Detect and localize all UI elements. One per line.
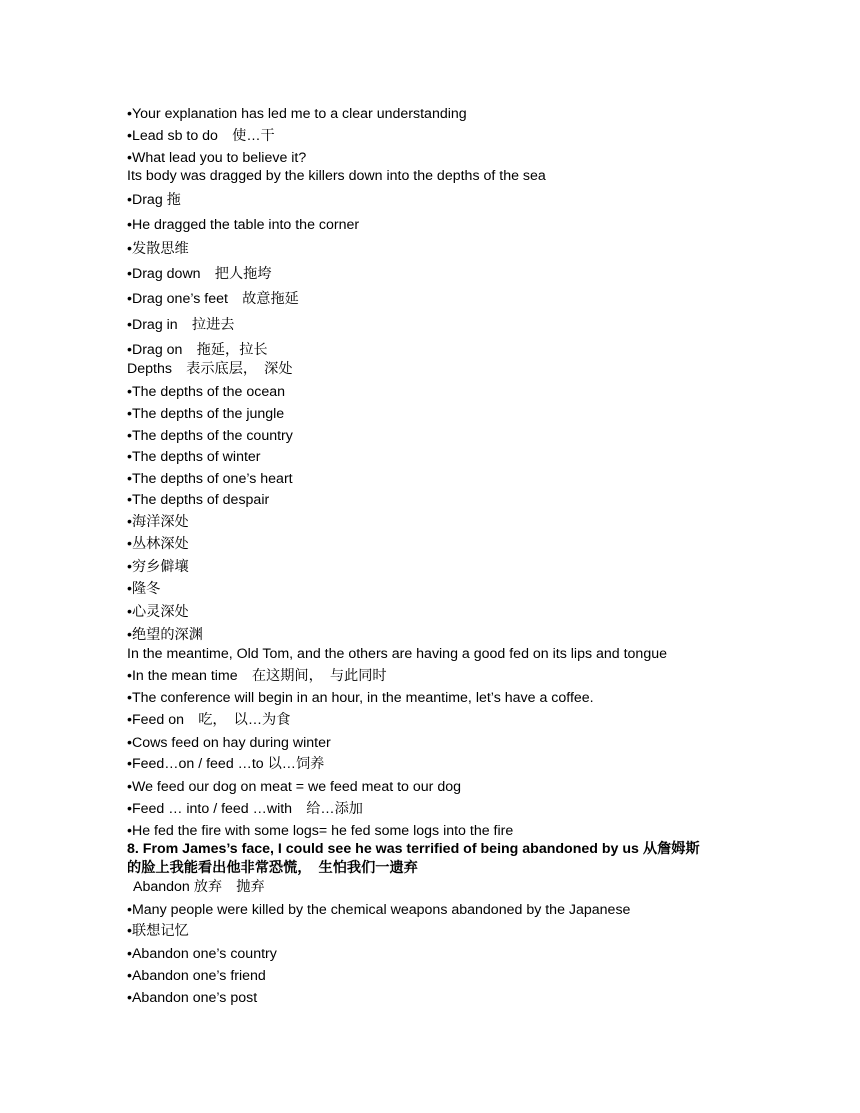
text-line: •Abandon one’s friend <box>127 968 266 984</box>
text-line: 的脸上我能看出他非常恐慌， 生怕我们一遗弃 <box>127 860 418 876</box>
text-line: •He fed the fire with some logs= he fed some logs into the fire <box>127 823 514 839</box>
text-line: •The depths of winter <box>127 449 261 465</box>
text-line: •绝望的深渊 <box>127 627 203 643</box>
text-line: •He dragged the table into the corner <box>127 217 360 233</box>
text-line: •Your explanation has led me to a clear understanding <box>127 106 467 122</box>
text-line: •Abandon one’s country <box>127 946 277 962</box>
text-line: •Feed on 吃， 以…为食 <box>127 712 291 728</box>
text-line: •Drag one’s feet 故意拖延 <box>127 291 299 307</box>
text-line: •The conference will begin in an hour, in the meantime, let’s have a coffee. <box>127 690 594 706</box>
text-line: •Drag on 拖延，拉长 <box>127 342 268 358</box>
text-line: •The depths of the country <box>127 428 293 444</box>
text-line: •Abandon one’s post <box>127 990 258 1006</box>
text-line: Abandon 放弃 抛弃 <box>133 879 265 895</box>
text-line: •联想记忆 <box>127 923 189 939</box>
text-line: •Drag in 拉进去 <box>127 317 235 333</box>
text-line: Its body was dragged by the killers down into the depths of the sea <box>127 168 546 184</box>
text-line: 8. From James’s face, I could see he was terrified of being abandoned by us 从詹姆斯 <box>127 841 700 857</box>
text-line: •丛林深处 <box>127 536 189 552</box>
text-line: •心灵深处 <box>127 604 189 620</box>
text-line: •What lead you to believe it? <box>127 150 307 166</box>
text-line: •The depths of the jungle <box>127 406 285 422</box>
text-line: •穷乡僻壤 <box>127 559 189 575</box>
text-line: •Many people were killed by the chemical weapons abandoned by the Japanese <box>127 902 631 918</box>
text-line: •The depths of despair <box>127 492 270 508</box>
text-line: •发散思维 <box>127 241 189 257</box>
text-line: •海洋深处 <box>127 514 189 530</box>
text-line: •We feed our dog on meat = we feed meat to our dog <box>127 779 461 795</box>
text-line: •Lead sb to do 使…干 <box>127 128 275 144</box>
text-line: •The depths of one’s heart <box>127 471 293 487</box>
text-line: •隆冬 <box>127 581 161 597</box>
text-line: •In the mean time 在这期间， 与此同时 <box>127 668 387 684</box>
text-line: •Feed…on / feed …to 以…饲养 <box>127 756 325 772</box>
text-line: •Drag 拖 <box>127 192 181 208</box>
text-line: •The depths of the ocean <box>127 384 285 400</box>
text-line: •Drag down 把人拖垮 <box>127 266 272 282</box>
text-line: •Feed … into / feed …with 给…添加 <box>127 801 363 817</box>
text-line: In the meantime, Old Tom, and the others are having a good fed on its lips and tongue <box>127 646 667 662</box>
text-line: Depths 表示底层， 深处 <box>127 361 293 377</box>
text-line: •Cows feed on hay during winter <box>127 735 331 751</box>
